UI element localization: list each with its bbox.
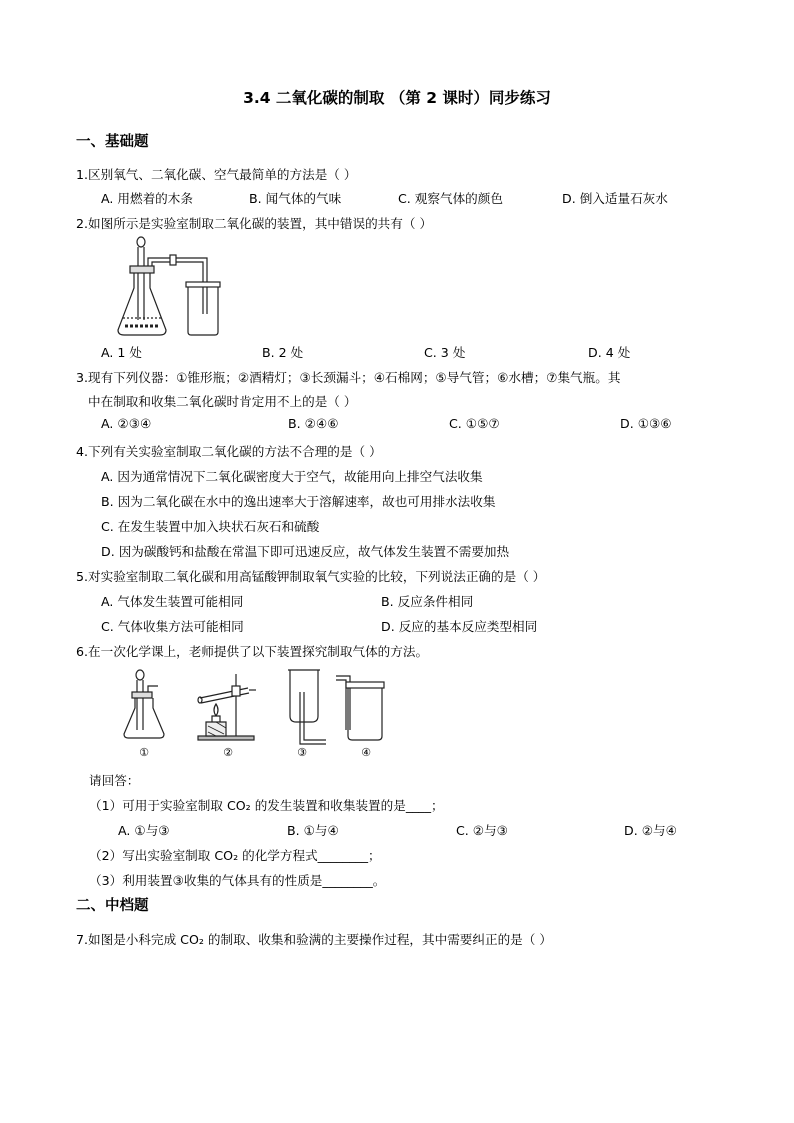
option-d[interactable]: D. 4 处 <box>588 345 631 360</box>
option-b[interactable]: B. 2 处 <box>262 345 304 360</box>
option-a[interactable]: A. 因为通常情况下二氧化碳密度大于空气，故能用向上排空气法收集 <box>101 469 483 484</box>
option-c[interactable]: C. ②与③ <box>456 823 508 838</box>
option-c[interactable]: C. ①⑤⑦ <box>449 416 500 431</box>
option-b[interactable]: B. ①与④ <box>287 823 339 838</box>
option-b[interactable]: B. ②④⑥ <box>288 416 339 431</box>
question-6-sub3: （3）利用装置③收集的气体具有的性质是________。 <box>89 873 386 888</box>
option-a[interactable]: A. 气体发生装置可能相同 <box>101 594 244 609</box>
question-4-stem: 4.下列有关实验室制取二氧化碳的方法不合理的是（ ） <box>76 444 382 459</box>
figure-3-label: ③ <box>297 746 307 759</box>
figure-2-label: ② <box>223 746 233 759</box>
apparatus-figure-4 <box>336 668 386 758</box>
question-5-stem: 5.对实验室制取二氧化碳和用高锰酸钾制取氧气实验的比较，下列说法正确的是（ ） <box>76 569 546 584</box>
question-6-stem: 6.在一次化学课上，老师提供了以下装置探究制取气体的方法。 <box>76 644 429 659</box>
section-heading-middle: 二、中档题 <box>76 898 149 914</box>
question-3-stem-line2: 中在制取和收集二氧化碳时肯定用不上的是（ ） <box>88 394 357 409</box>
option-d[interactable]: D. 反应的基本反应类型相同 <box>381 619 538 634</box>
option-a[interactable]: A. ②③④ <box>101 416 152 431</box>
option-d[interactable]: D. 因为碳酸钙和盐酸在常温下即可迅速反应，故气体发生装置不需要加热 <box>101 544 510 559</box>
option-d[interactable]: D. ①③⑥ <box>620 416 672 431</box>
option-d[interactable]: D. 倒入适量石灰水 <box>562 191 668 206</box>
co2-apparatus-figure <box>112 236 222 338</box>
section-heading-basic: 一、基础题 <box>76 134 149 150</box>
option-b[interactable]: B. 反应条件相同 <box>381 594 474 609</box>
question-6-sub1: （1）可用于实验室制取 CO₂ 的发生装置和收集装置的是____； <box>89 798 444 813</box>
page-title: 3.4 二氧化碳的制取 （第 2 课时）同步练习 <box>243 89 551 107</box>
question-6-sub2: （2）写出实验室制取 CO₂ 的化学方程式________； <box>89 848 381 863</box>
option-a[interactable]: A. 1 处 <box>101 345 143 360</box>
question-3-stem-line1: 3.现有下列仪器：①锥形瓶；②酒精灯；③长颈漏斗；④石棉网；⑤导气管；⑥水槽；⑦集气瓶。其 <box>76 370 621 385</box>
apparatus-figure-3 <box>280 668 330 758</box>
option-c[interactable]: C. 气体收集方法可能相同 <box>101 619 244 634</box>
figure-1-label: ① <box>139 746 149 759</box>
apparatus-figure-2 <box>192 670 262 758</box>
figure-4-label: ④ <box>361 746 371 759</box>
option-b[interactable]: B. 因为二氧化碳在水中的逸出速率大于溶解速率，故也可用排水法收集 <box>101 494 496 509</box>
option-d[interactable]: D. ②与④ <box>624 823 677 838</box>
option-a[interactable]: A. 用燃着的木条 <box>101 191 193 206</box>
question-6-prompt: 请回答： <box>89 773 140 788</box>
option-b[interactable]: B. 闻气体的气味 <box>249 191 342 206</box>
option-c[interactable]: C. 在发生装置中加入块状石灰石和硫酸 <box>101 519 320 534</box>
apparatus-figure-1 <box>122 668 170 758</box>
option-c[interactable]: C. 观察气体的颜色 <box>398 191 503 206</box>
question-7-stem: 7.如图是小科完成 CO₂ 的制取、收集和验满的主要操作过程，其中需要纠正的是（ ） <box>76 932 552 947</box>
option-a[interactable]: A. ①与③ <box>118 823 170 838</box>
question-2-stem: 2.如图所示是实验室制取二氧化碳的装置，其中错误的共有（ ） <box>76 216 433 231</box>
option-c[interactable]: C. 3 处 <box>424 345 466 360</box>
question-1-stem: 1.区别氧气、二氧化碳、空气最简单的方法是（ ） <box>76 167 357 182</box>
